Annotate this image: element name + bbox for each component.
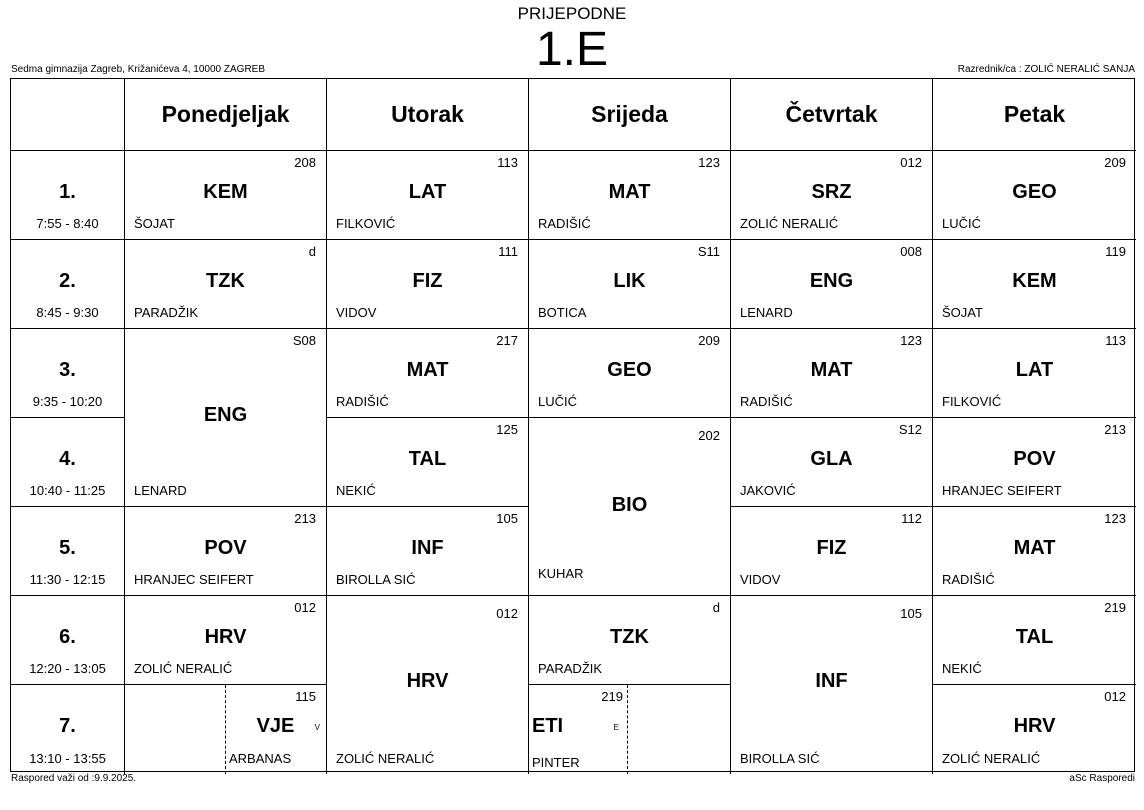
teacher-name: PARADŽIK [538, 661, 603, 676]
school-address: Sedma gimnazija Zagreb, Križanićeva 4, 10000 ZAGREB [11, 64, 266, 75]
subject-code: TAL [1015, 626, 1054, 648]
period-time: 9:35 - 10:20 [32, 394, 103, 409]
period-time: 7:55 - 8:40 [36, 216, 99, 231]
subject-code: ENG [203, 404, 248, 426]
room-number: 209 [1104, 155, 1126, 170]
subject-code: HRV [204, 626, 247, 648]
teacher-name: BIROLLA SIĆ [740, 751, 820, 766]
room-number: 219 [601, 689, 623, 704]
period-label [11, 151, 125, 240]
subject-code: POV [204, 537, 247, 559]
subject-code: FIZ [412, 270, 443, 292]
timetable-grid [10, 78, 1135, 772]
day-header: Petak [933, 79, 1136, 151]
room-number: S08 [292, 333, 316, 348]
teacher-name: JAKOVIĆ [740, 483, 796, 498]
lesson-cell [529, 329, 731, 418]
teacher-name: ZOLIĆ NERALIĆ [336, 751, 435, 766]
room-number: 213 [1104, 422, 1126, 437]
subject-code: TAL [408, 448, 447, 470]
room-number: 209 [698, 333, 720, 348]
teacher-name: LENARD [740, 305, 793, 320]
lesson-cell [933, 685, 1136, 774]
day-header: Utorak [327, 79, 529, 151]
day-header: Ponedjeljak [125, 79, 327, 151]
lesson-cell [933, 151, 1136, 240]
subject-code: ETI [532, 715, 564, 737]
lesson-cell [327, 596, 529, 774]
class-title: 1.E [535, 23, 609, 76]
teacher-name: PINTER [532, 755, 580, 770]
teacher-name: ŠOJAT [942, 305, 983, 320]
room-number: 123 [698, 155, 720, 170]
lesson-cell [529, 240, 731, 329]
lesson-cell [125, 240, 327, 329]
subject-code: LAT [408, 181, 447, 203]
teacher-name: VIDOV [336, 305, 377, 320]
teacher-name: LUČIĆ [942, 216, 982, 231]
teacher-name: BOTICA [538, 305, 587, 320]
teacher-name: BIROLLA SIĆ [336, 572, 416, 587]
teacher-name: LENARD [134, 483, 187, 498]
period-label [11, 685, 125, 774]
period-time: 13:10 - 13:55 [29, 751, 106, 766]
subject-code: FIZ [816, 537, 847, 559]
teacher-name: ZOLIĆ NERALIĆ [942, 751, 1041, 766]
period-number: 6. [59, 626, 76, 648]
room-number: 012 [900, 155, 922, 170]
lesson-cell-split [529, 685, 731, 774]
teacher-name: KUHAR [538, 566, 584, 581]
subject-code: ENG [809, 270, 854, 292]
period-label [11, 596, 125, 685]
lesson-cell [731, 507, 933, 596]
group-mark: E [613, 723, 619, 732]
room-number: S11 [697, 244, 720, 259]
lesson-half [529, 685, 627, 774]
room-number: 105 [900, 606, 922, 621]
subject-code: LIK [613, 270, 646, 292]
lesson-cell [327, 240, 529, 329]
lesson-cell [731, 240, 933, 329]
subject-code: KEM [1012, 270, 1057, 292]
subject-code: VJE [256, 715, 295, 737]
subject-code: LAT [1015, 359, 1054, 381]
teacher-name: RADIŠIĆ [942, 572, 995, 587]
room-number: d [712, 600, 720, 615]
split-divider [627, 685, 628, 774]
room-number: d [308, 244, 316, 259]
room-number: 213 [294, 511, 316, 526]
subject-code: MAT [406, 359, 449, 381]
room-number: 112 [901, 511, 922, 526]
teacher-name: FILKOVIĆ [942, 394, 1002, 409]
room-number: 008 [900, 244, 922, 259]
lesson-cell [327, 151, 529, 240]
software-credit: aSc Rasporedi [1069, 773, 1135, 784]
lesson-cell [731, 596, 933, 774]
period-label [11, 418, 125, 507]
lesson-cell [125, 596, 327, 685]
lesson-cell [933, 596, 1136, 685]
room-number: 113 [497, 155, 518, 170]
room-number: S12 [898, 422, 922, 437]
subject-code: GEO [607, 359, 652, 381]
class-teacher: Razrednik/ca : ZOLIĆ NERALIĆ SANJA [957, 64, 1135, 75]
period-label [11, 240, 125, 329]
period-time: 10:40 - 11:25 [29, 483, 106, 498]
teacher-name: ŠOJAT [134, 216, 175, 231]
teacher-name: VIDOV [740, 572, 781, 587]
teacher-name: NEKIĆ [942, 661, 982, 676]
room-number: 012 [496, 606, 518, 621]
lesson-cell [529, 418, 731, 596]
teacher-name: ZOLIĆ NERALIĆ [134, 661, 233, 676]
teacher-name: RADIŠIĆ [538, 216, 591, 231]
corner-cell [11, 79, 125, 151]
period-number: 3. [59, 359, 76, 381]
room-number: 105 [496, 511, 518, 526]
teacher-name: PARADŽIK [134, 305, 199, 320]
lesson-cell [529, 151, 731, 240]
group-mark: V [314, 723, 320, 732]
teacher-name: LUČIĆ [538, 394, 578, 409]
room-number: 012 [1104, 689, 1126, 704]
subject-code: BIO [611, 494, 648, 516]
lesson-cell [327, 507, 529, 596]
period-label [11, 507, 125, 596]
subject-code: GEO [1012, 181, 1057, 203]
period-number: 5. [59, 537, 76, 559]
teacher-name: HRANJEC SEIFERT [134, 572, 254, 587]
subject-code: HRV [406, 670, 449, 692]
lesson-cell-split [125, 685, 327, 774]
room-number: 125 [496, 422, 518, 437]
lesson-cell [125, 507, 327, 596]
room-number: 111 [498, 244, 518, 259]
lesson-cell [125, 329, 327, 507]
room-number: 012 [294, 600, 316, 615]
room-number: 219 [1104, 600, 1126, 615]
lesson-cell [731, 151, 933, 240]
subject-code: HRV [1013, 715, 1056, 737]
period-time: 12:20 - 13:05 [29, 661, 106, 676]
subject-code: MAT [608, 181, 651, 203]
period-time: 8:45 - 9:30 [36, 305, 99, 320]
day-header: Srijeda [529, 79, 731, 151]
period-number: 4. [59, 448, 76, 470]
valid-from-note: Raspored važi od :9.9.2025. [11, 773, 137, 784]
room-number: 217 [496, 333, 518, 348]
room-number: 115 [295, 689, 316, 704]
subject-code: SRZ [811, 181, 852, 203]
period-number: 1. [59, 181, 76, 203]
subject-code: INF [411, 537, 444, 559]
lesson-cell [933, 418, 1136, 507]
lesson-cell [731, 329, 933, 418]
lesson-cell [327, 418, 529, 507]
shift-title: PRIJEPODNE [517, 4, 627, 23]
lesson-cell [125, 151, 327, 240]
room-number: 119 [1105, 244, 1126, 259]
lesson-half [225, 685, 326, 774]
room-number: 202 [698, 428, 720, 443]
room-number: 123 [900, 333, 922, 348]
subject-code: POV [1013, 448, 1056, 470]
subject-code: MAT [810, 359, 853, 381]
lesson-cell [731, 418, 933, 507]
teacher-name: RADIŠIĆ [336, 394, 389, 409]
teacher-name: RADIŠIĆ [740, 394, 793, 409]
period-number: 2. [59, 270, 76, 292]
subject-code: GLA [810, 448, 853, 470]
subject-code: TZK [206, 270, 245, 292]
period-time: 11:30 - 12:15 [29, 572, 106, 587]
teacher-name: ZOLIĆ NERALIĆ [740, 216, 839, 231]
subject-code: MAT [1013, 537, 1056, 559]
subject-code: TZK [610, 626, 649, 648]
room-number: 113 [1105, 333, 1126, 348]
period-label [11, 329, 125, 418]
room-number: 208 [294, 155, 316, 170]
teacher-name: HRANJEC SEIFERT [942, 483, 1062, 498]
lesson-cell [933, 507, 1136, 596]
teacher-name: NEKIĆ [336, 483, 376, 498]
teacher-name: ARBANAS [229, 751, 292, 766]
lesson-cell [529, 596, 731, 685]
lesson-cell [327, 329, 529, 418]
subject-code: KEM [203, 181, 248, 203]
lesson-cell [933, 329, 1136, 418]
lesson-cell [933, 240, 1136, 329]
period-number: 7. [59, 715, 76, 737]
teacher-name: FILKOVIĆ [336, 216, 396, 231]
day-header: Četvrtak [731, 79, 933, 151]
subject-code: INF [815, 670, 848, 692]
room-number: 123 [1104, 511, 1126, 526]
